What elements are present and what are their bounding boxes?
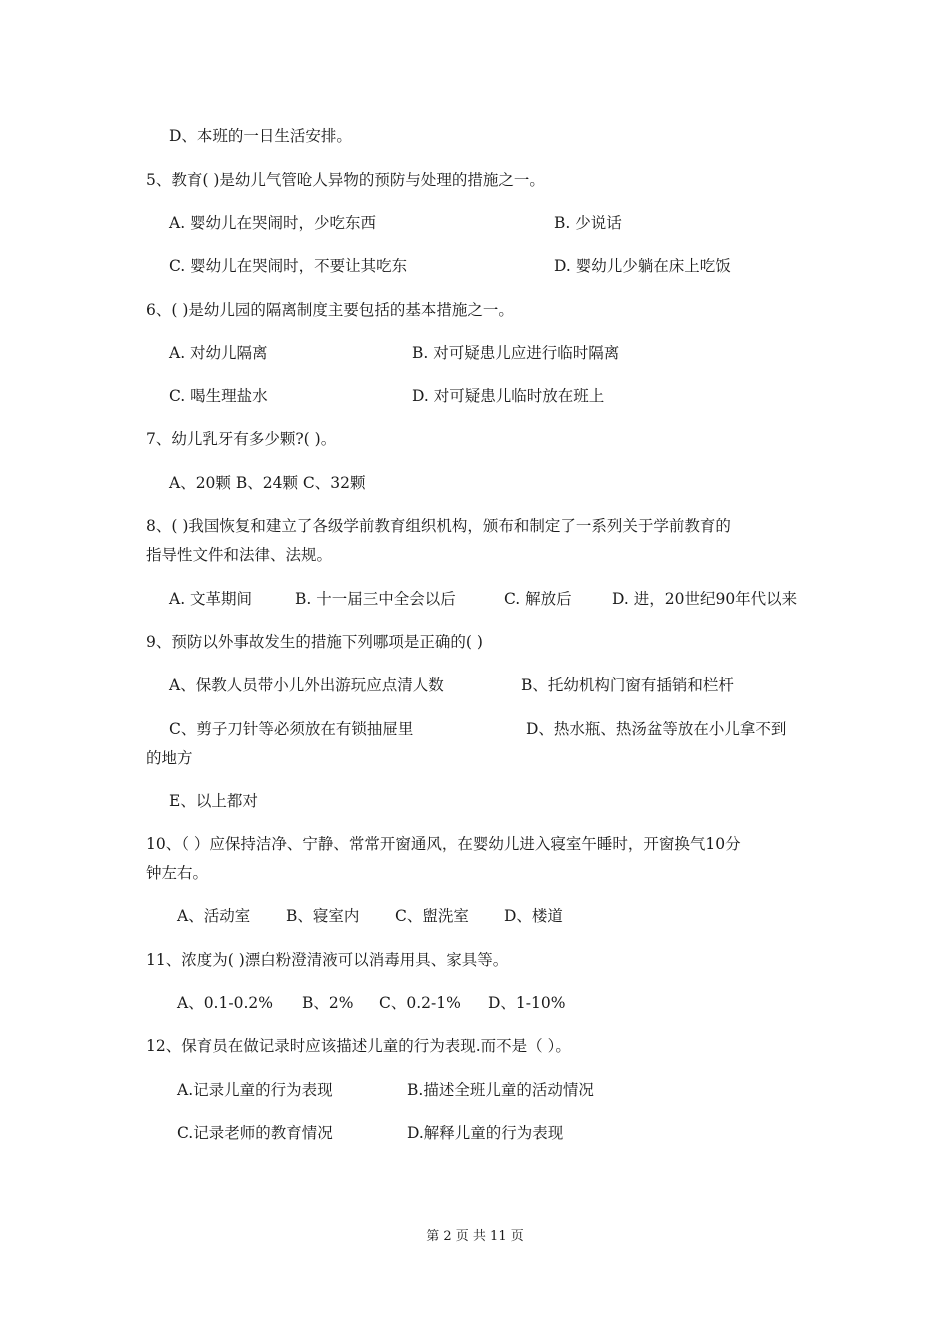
q10-option-d: D、楼道 (504, 907, 563, 925)
q6-option-b: B. 对可疑患儿应进行临时隔离 (412, 344, 620, 362)
q6-option-c: C. 喝生理盐水 (169, 387, 268, 405)
q5-option-a: A. 婴幼儿在哭闹时，少吃东西 (169, 214, 377, 232)
q8-option-a: A. 文革期间 (169, 590, 253, 608)
q7-options: A、20颗 B、24颗 C、32颗 (169, 474, 366, 492)
q5-option-b: B. 少说话 (554, 214, 622, 232)
q12-option-b: B.描述全班儿童的活动情况 (407, 1081, 594, 1099)
q12-option-d: D.解释儿童的行为表现 (407, 1124, 564, 1142)
q10-option-b: B、寝室内 (286, 907, 360, 925)
q9-option-d-line2: 的地方 (146, 749, 193, 767)
q10-option-c: C、盥洗室 (395, 907, 469, 925)
q9-option-d-line1: D、热水瓶、热汤盆等放在小儿拿不到 (526, 720, 787, 738)
q5-stem: 5、教育( )是幼儿气管呛人异物的预防与处理的措施之一。 (146, 171, 545, 189)
q6-stem: 6、( )是幼儿园的隔离制度主要包括的基本措施之一。 (146, 301, 514, 319)
q11-option-c: C、0.2-1% (379, 994, 461, 1012)
q5-option-c: C. 婴幼儿在哭闹时，不要让其吃东 (169, 257, 408, 275)
q11-option-d: D、1-10% (488, 994, 566, 1012)
q7-stem: 7、幼儿乳牙有多少颗?( )。 (146, 430, 337, 448)
q8-option-b: B. 十一届三中全会以后 (295, 590, 456, 608)
page-number-footer: 第 2 页 共 11 页 (426, 1229, 524, 1244)
q6-option-d: D. 对可疑患儿临时放在班上 (412, 387, 605, 405)
q11-option-a: A、0.1-0.2% (177, 994, 273, 1012)
q9-stem: 9、预防以外事故发生的措施下列哪项是正确的( ) (146, 633, 483, 651)
q9-option-a: A、保教人员带小儿外出游玩应点清人数 (169, 676, 444, 694)
q12-stem: 12、保育员在做记录时应该描述儿童的行为表现.而不是（ ）。 (146, 1037, 571, 1055)
q9-option-b: B、托幼机构门窗有插销和栏杆 (521, 676, 734, 694)
q8-option-d: D. 进，20世纪90年代以来 (612, 590, 798, 608)
q4-option-d: D、本班的一日生活安排。 (169, 127, 352, 145)
q12-option-a: A.记录儿童的行为表现 (177, 1081, 333, 1099)
q8-stem-line1: 8、( )我国恢复和建立了各级学前教育组织机构，颁布和制定了一系列关于学前教育的 (146, 517, 731, 535)
q10-option-a: A、活动室 (177, 907, 251, 925)
q11-option-b: B、2% (302, 994, 354, 1012)
q8-stem-line2: 指导性文件和法律、法规。 (146, 546, 333, 564)
q9-option-c: C、剪子刀针等必须放在有锁抽屉里 (169, 720, 414, 738)
q10-stem-line1: 10、（ ）应保持洁净、宁静、常常开窗通风，在婴幼儿进入寝室午睡时，开窗换气10分 (146, 835, 741, 853)
q12-option-c: C.记录老师的教育情况 (177, 1124, 333, 1142)
q10-stem-line2: 钟左右。 (146, 864, 209, 882)
q6-option-a: A. 对幼儿隔离 (169, 344, 268, 362)
q9-option-e: E、以上都对 (169, 792, 258, 810)
q11-stem: 11、浓度为( )漂白粉澄清液可以消毒用具、家具等。 (146, 951, 509, 969)
q5-option-d: D. 婴幼儿少躺在床上吃饭 (554, 257, 731, 275)
q8-option-c: C. 解放后 (504, 590, 572, 608)
